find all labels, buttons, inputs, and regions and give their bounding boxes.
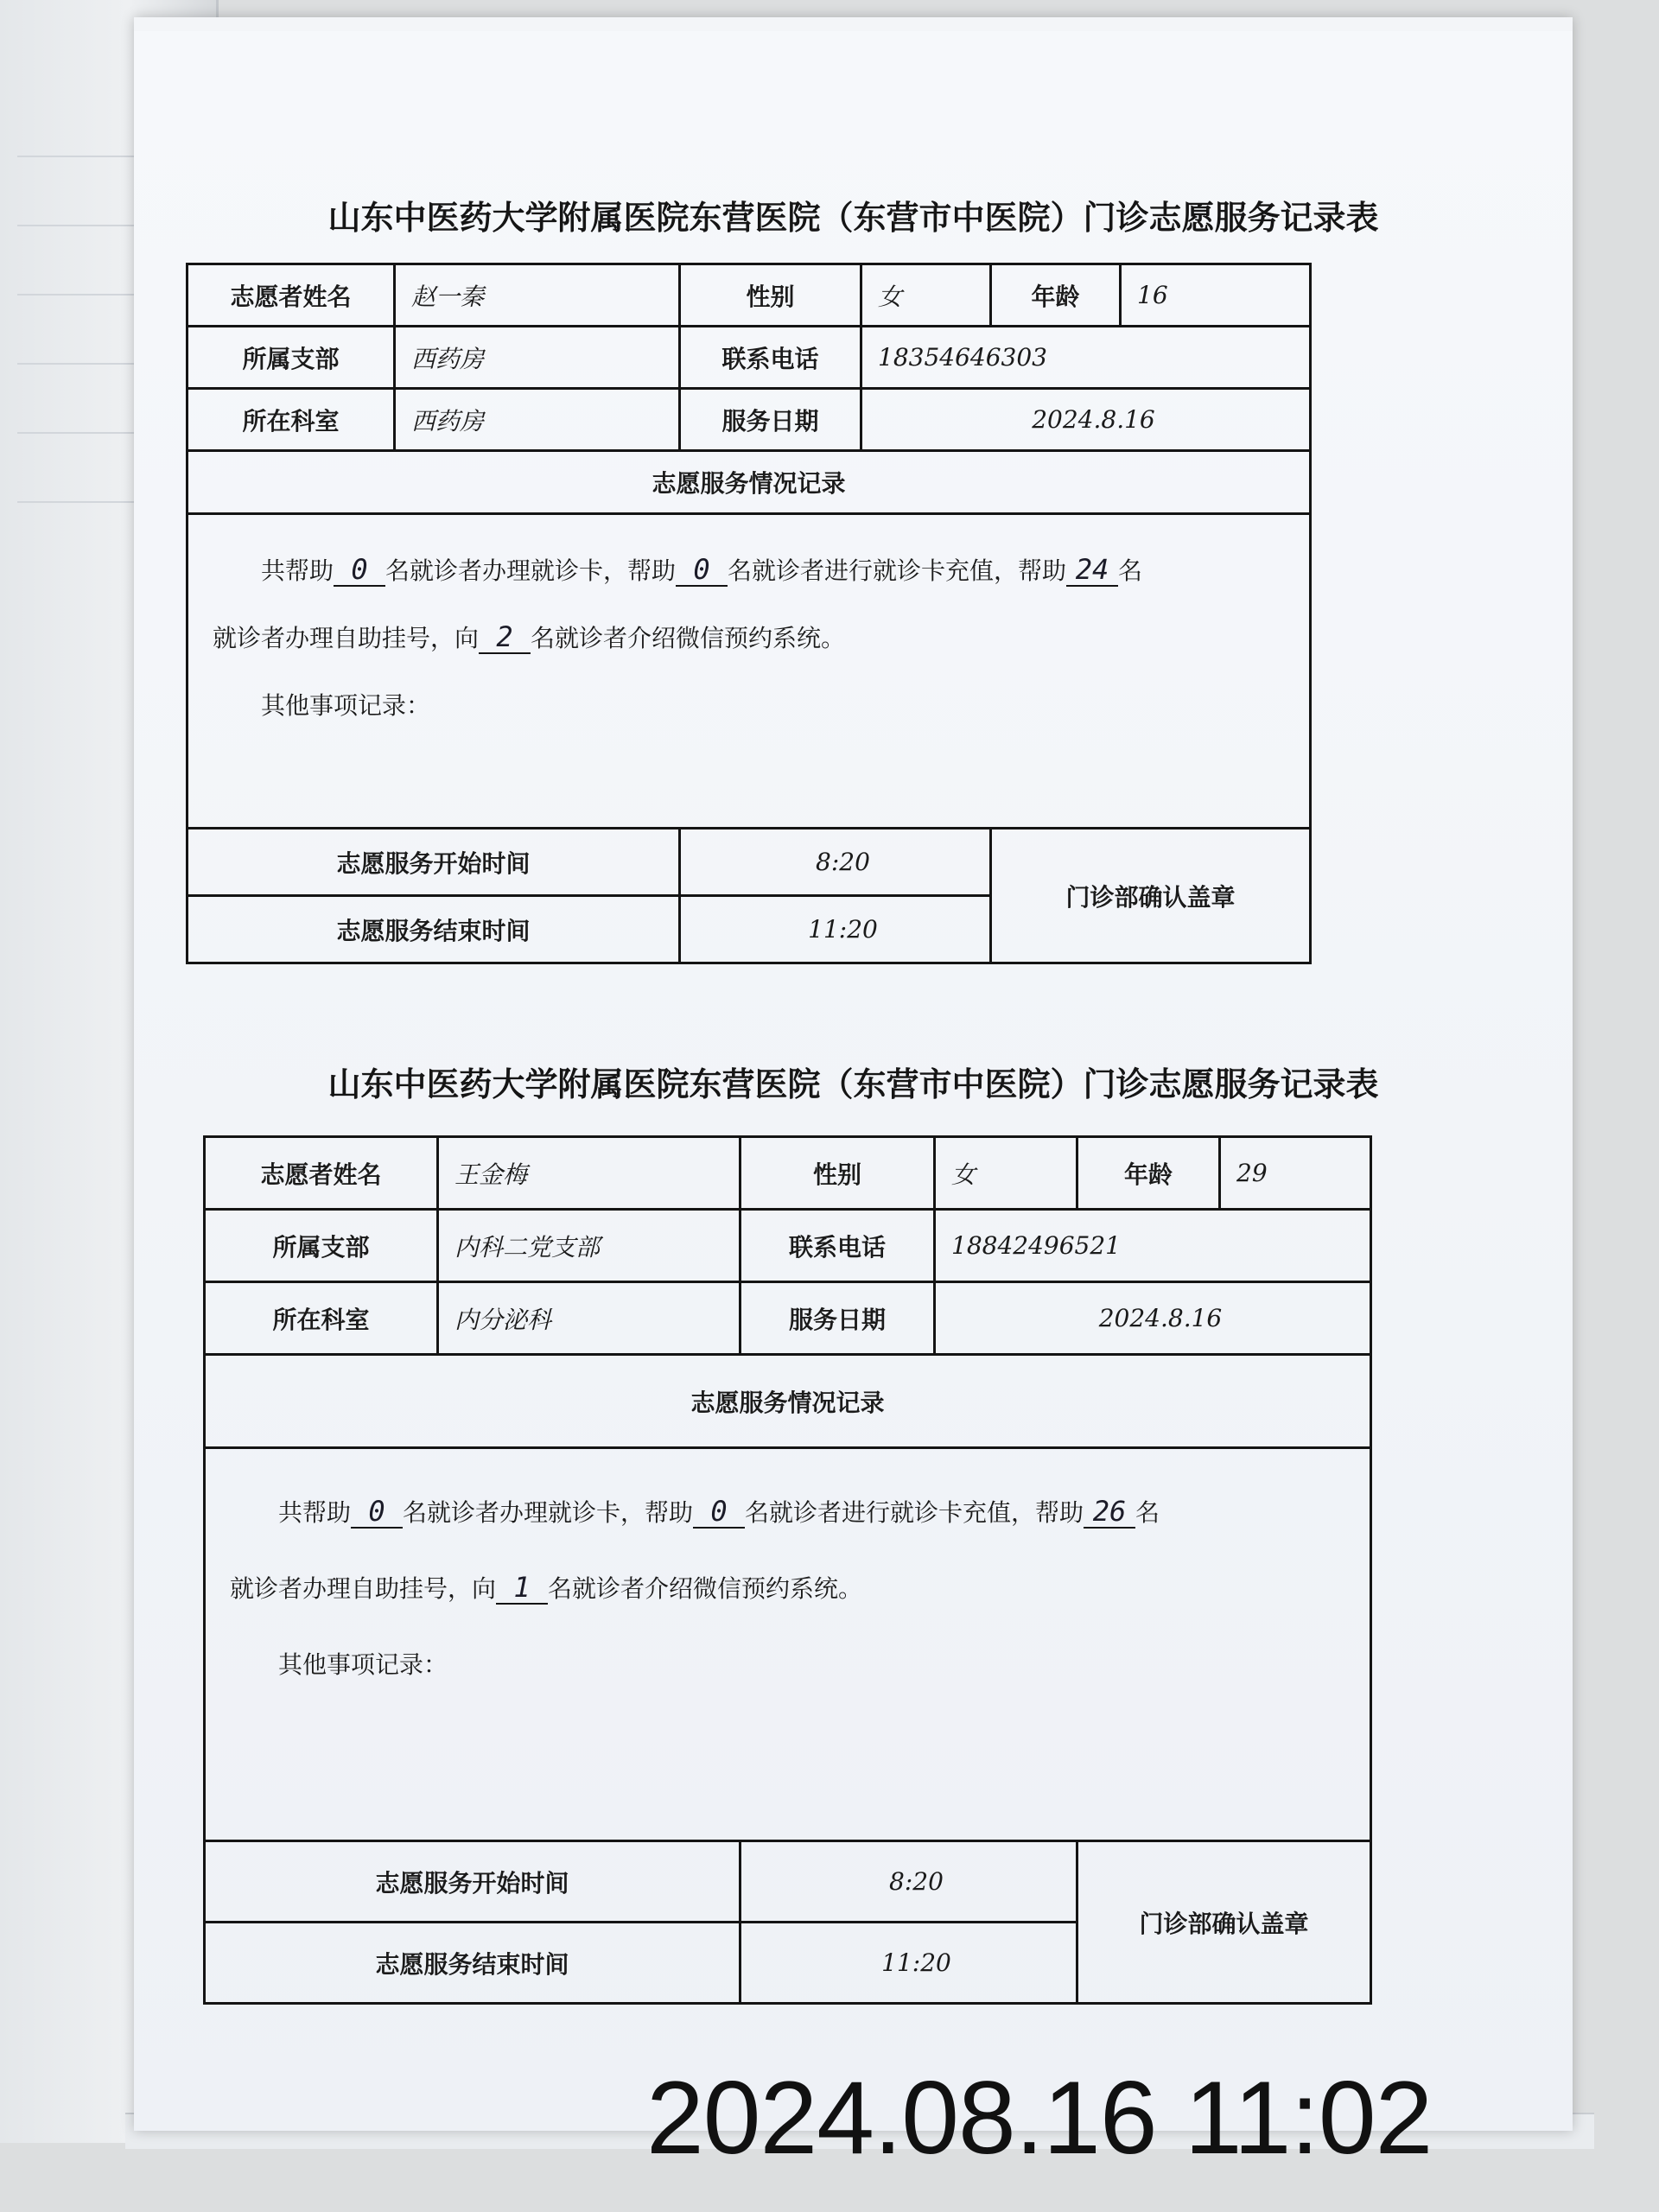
value-department: 西药房 bbox=[395, 389, 680, 451]
label-phone: 联系电话 bbox=[741, 1210, 935, 1282]
value-name: 赵一秦 bbox=[395, 264, 680, 327]
narr-text: 名 bbox=[1135, 1498, 1160, 1527]
value-branch: 内科二党支部 bbox=[438, 1210, 741, 1282]
value-end-time: 11:20 bbox=[680, 896, 991, 963]
count-card-topup: 0 bbox=[676, 554, 728, 587]
record-sheet bbox=[134, 17, 1573, 2131]
record-table bbox=[203, 1135, 1372, 2005]
narr-text: 名就诊者介绍微信预约系统。 bbox=[548, 1574, 863, 1603]
narr-text: 共帮助 bbox=[278, 1498, 352, 1527]
value-age: 16 bbox=[1121, 264, 1311, 327]
label-service-date: 服务日期 bbox=[741, 1282, 935, 1355]
label-age: 年龄 bbox=[1077, 1137, 1220, 1210]
label-start-time: 志愿服务开始时间 bbox=[188, 829, 680, 896]
label-stamp: 门诊部确认盖章 bbox=[1077, 1841, 1371, 2004]
photo-timestamp: 2024.08.16 11:02 bbox=[646, 2060, 1433, 2176]
count-wechat-intro: 2 bbox=[479, 621, 531, 654]
count-card-topup: 0 bbox=[693, 1496, 745, 1529]
service-narrative bbox=[188, 514, 1311, 829]
label-service-date: 服务日期 bbox=[680, 389, 861, 451]
label-end-time: 志愿服务结束时间 bbox=[188, 896, 680, 963]
value-end-time: 11:20 bbox=[741, 1923, 1077, 2004]
label-department: 所在科室 bbox=[205, 1282, 438, 1355]
count-self-registration: 26 bbox=[1084, 1496, 1135, 1529]
narr-text: 共帮助 bbox=[261, 556, 334, 585]
section-title: 志愿服务情况记录 bbox=[188, 451, 1311, 514]
section-title: 志愿服务情况记录 bbox=[205, 1355, 1371, 1448]
label-phone: 联系电话 bbox=[680, 327, 861, 389]
value-start-time: 8:20 bbox=[741, 1841, 1077, 1923]
label-department: 所在科室 bbox=[188, 389, 395, 451]
narr-text: 名 bbox=[1118, 556, 1143, 585]
label-name: 志愿者姓名 bbox=[205, 1137, 438, 1210]
count-card-issued: 0 bbox=[351, 1496, 403, 1529]
narr-text: 名就诊者办理就诊卡，帮助 bbox=[385, 556, 677, 585]
narr-text: 名就诊者进行就诊卡充值，帮助 bbox=[745, 1498, 1084, 1527]
narr-text: 名就诊者介绍微信预约系统。 bbox=[531, 624, 846, 652]
label-age: 年龄 bbox=[991, 264, 1121, 327]
count-wechat-intro: 1 bbox=[496, 1572, 548, 1605]
label-end-time: 志愿服务结束时间 bbox=[205, 1923, 741, 2004]
label-other: 其他事项记录： bbox=[278, 1650, 448, 1679]
value-department: 内分泌科 bbox=[438, 1282, 741, 1355]
narr-text: 名就诊者进行就诊卡充值，帮助 bbox=[728, 556, 1067, 585]
value-phone: 18842496521 bbox=[935, 1210, 1371, 1282]
count-card-issued: 0 bbox=[334, 554, 385, 587]
count-self-registration: 24 bbox=[1066, 554, 1118, 587]
value-gender: 女 bbox=[861, 264, 991, 327]
service-narrative bbox=[205, 1448, 1371, 1841]
value-branch: 西药房 bbox=[395, 327, 680, 389]
narr-text: 就诊者办理自助挂号，向 bbox=[230, 1574, 497, 1603]
label-branch: 所属支部 bbox=[188, 327, 395, 389]
value-start-time: 8:20 bbox=[680, 829, 991, 896]
form-title: 山东中医药大学附属医院东营医院（东营市中医院）门诊志愿服务记录表 bbox=[327, 1065, 1379, 1103]
narr-text: 就诊者办理自助挂号，向 bbox=[213, 624, 480, 652]
label-name: 志愿者姓名 bbox=[188, 264, 395, 327]
label-gender: 性别 bbox=[741, 1137, 935, 1210]
value-gender: 女 bbox=[935, 1137, 1077, 1210]
value-service-date: 2024.8.16 bbox=[935, 1282, 1371, 1355]
narr-text: 名就诊者办理就诊卡，帮助 bbox=[403, 1498, 694, 1527]
value-service-date: 2024.8.16 bbox=[861, 389, 1311, 451]
label-start-time: 志愿服务开始时间 bbox=[205, 1841, 741, 1923]
value-name: 王金梅 bbox=[438, 1137, 741, 1210]
record-table bbox=[186, 263, 1312, 964]
form-title: 山东中医药大学附属医院东营医院（东营市中医院）门诊志愿服务记录表 bbox=[327, 198, 1379, 237]
value-age: 29 bbox=[1220, 1137, 1371, 1210]
label-other: 其他事项记录： bbox=[261, 691, 431, 720]
label-stamp: 门诊部确认盖章 bbox=[991, 829, 1311, 963]
label-gender: 性别 bbox=[680, 264, 861, 327]
label-branch: 所属支部 bbox=[205, 1210, 438, 1282]
value-phone: 18354646303 bbox=[861, 327, 1311, 389]
